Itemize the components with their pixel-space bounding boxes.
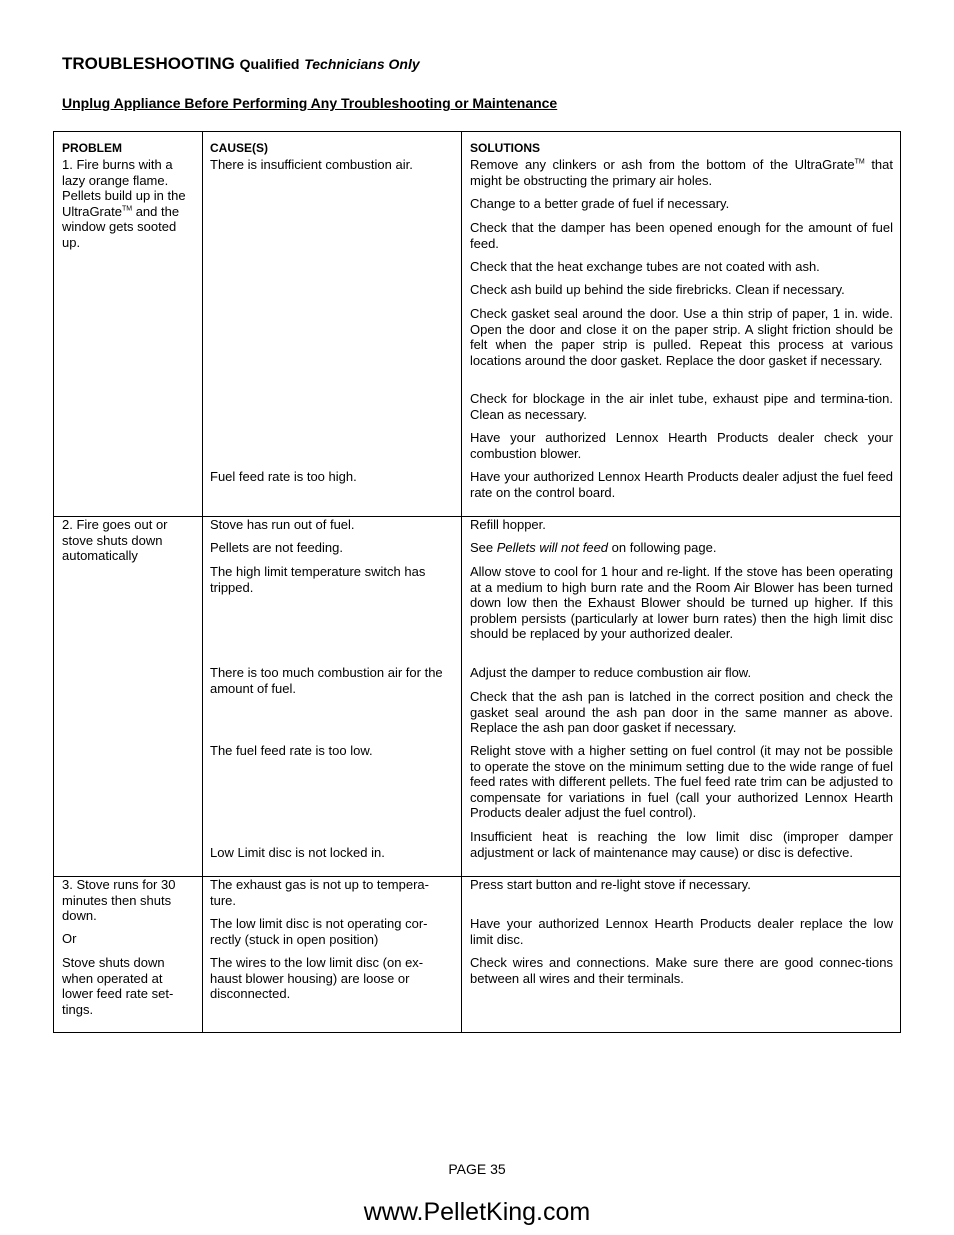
solution-2-2: See Pellets will not feed on following page. [470,540,717,555]
solution-2-4: Adjust the damper to reduce combustion air flow. [470,665,752,680]
solution-3-1: Press start button and re-light stove if necessary. [470,877,751,892]
solution-1-2: Change to a better grade of fuel if necessary. [470,196,730,211]
solution-1-6: Check gasket seal around the door. Use a thin strip of paper, 1 in. wide. Open the door and close it on the paper strip. A slight friction should be felt when the paper strip is pulled. Repeat this process at various locations around the door gasket. Replace the door gasket if necessary. [470,306,893,368]
cause-2-1: Stove has run out of fuel. [210,517,355,532]
title-qualified: Qualified [239,56,300,72]
solution-2-6: Relight stove with a higher setting on fuel control (it may not be possible to operate the stove on the minimum setting due to the wide range of fuel feed rates with different pellets. The fuel feed rate trim can be adjusted to compensate for variations in fuel (call your authorized Lennox Hearth Products dealer adjust the fuel control). [470,743,893,821]
website-url: www.PelletKing.com [363,1198,591,1226]
solution-1-7: Check for blockage in the air inlet tube, exhaust pipe and termina-tion. Clean as necessary. [470,391,893,422]
solution-2-5: Check that the ash pan is latched in the correct position and check the gasket seal around the ash pan door in the same manner as above. Replace the ash pan door gasket if necessary. [470,689,893,736]
cause-2-6: Low Limit disc is not locked in. [210,845,385,860]
column-divider [461,132,462,1032]
troubleshooting-table [53,131,901,1033]
solution-1-3: Check that the damper has been opened enough for the amount of fuel feed. [470,220,893,251]
solution-1-5: Check ash build up behind the side firebricks. Clean if necessary. [470,282,845,297]
problem-1: 1. Fire burns with a lazy orange flame. Pellets build up in the UltraGrate™ and the window gets sooted up. [62,157,186,250]
page-number: PAGE 35 [448,1161,506,1177]
header-solutions: SOLUTIONS [470,141,541,155]
cause-1-1: There is insufficient combustion air. [210,157,413,172]
title-main: TROUBLESHOOTING [62,54,235,73]
problem-3-1: 3. Stove runs for 30 minutes then shuts down. [62,877,176,924]
problem-3-2: Stove shuts down when operated at lower feed rate set-tings. [62,955,174,1017]
cause-2-4: There is too much combustion air for the amount of fuel. [210,665,443,696]
solution-2-3: Allow stove to cool for 1 hour and re-light. If the stove has been operating at a medium to high burn rate and the Room Air Blower has been turned down low then the Exhaust Blower should be turned up higher. If this problem persists (particularly at lower burn rates) then the high limit disc should be replaced by your authorized dealer. [470,564,893,642]
solution-2-7: Insufficient heat is reaching the low limit disc (improper damper adjustment or lack of maintenance may cause) or disc is defective. [470,829,893,860]
problem-2: 2. Fire goes out or stove shuts down automatically [62,517,168,564]
solution-1-9: Have your authorized Lennox Hearth Products dealer adjust the fuel feed rate on the control board. [470,469,893,500]
solution-1-4: Check that the heat exchange tubes are not coated with ash. [470,259,820,274]
cause-2-5: The fuel feed rate is too low. [210,743,373,758]
cause-1-2: Fuel feed rate is too high. [210,469,357,484]
solution-3-3: Check wires and connections. Make sure there are good connec-tions between all wires and their terminals. [470,955,893,986]
unplug-warning: Unplug Appliance Before Performing Any Troubleshooting or Maintenance [62,95,558,111]
solution-1-1: Remove any clinkers or ash from the bottom of the UltraGrate™ that might be obstructing the primary air holes. [470,157,893,188]
problem-3-or: Or [62,931,77,946]
header-causes: CAUSE(S) [210,141,269,155]
solution-3-2: Have your authorized Lennox Hearth Products dealer replace the low limit disc. [470,916,893,947]
page-title [62,54,420,74]
cause-3-2: The low limit disc is not operating cor-rectly (stuck in open position) [210,916,428,947]
header-problem: PROBLEM [62,141,122,155]
cause-3-3: The wires to the low limit disc (on ex-haust blower housing) are loose or disconnected. [210,955,424,1002]
cause-2-3: The high limit temperature switch has tripped. [210,564,426,595]
solution-1-8: Have your authorized Lennox Hearth Products dealer check your combustion blower. [470,430,893,461]
title-technicians-only: Technicians Only [304,56,420,72]
cause-3-1: The exhaust gas is not up to tempera-ture. [210,877,429,908]
cause-2-2: Pellets are not feeding. [210,540,343,555]
solution-2-1: Refill hopper. [470,517,546,532]
column-divider [202,132,203,1032]
